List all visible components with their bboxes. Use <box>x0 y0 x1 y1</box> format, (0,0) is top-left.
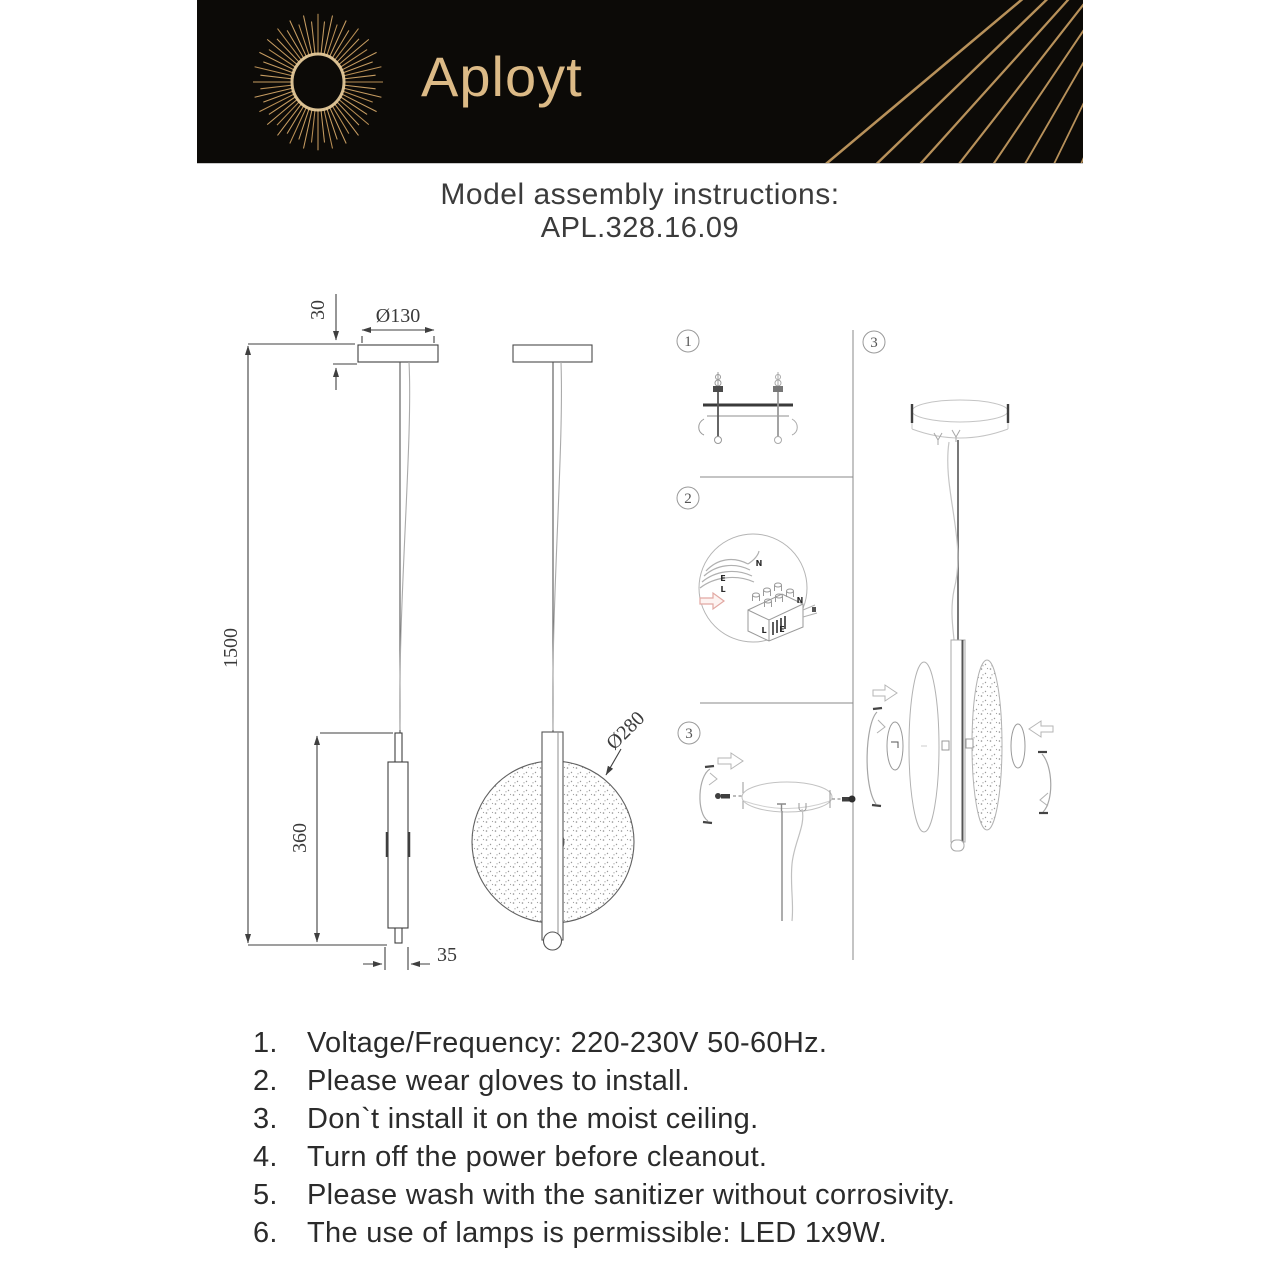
model-number: APL.328.16.09 <box>540 212 740 244</box>
label-1500: 1500 <box>220 628 242 668</box>
mount-screw-left <box>715 793 746 799</box>
instruction-item <box>253 1176 1073 1214</box>
technical-drawing <box>197 280 1083 975</box>
instruction-item <box>253 1138 1073 1176</box>
fixture-side-view <box>387 733 409 943</box>
step-badges <box>677 330 885 744</box>
screw-left <box>713 372 723 444</box>
instruction-list <box>253 1024 1073 1252</box>
right-arrow-icon <box>718 753 743 769</box>
dimension-360 <box>317 733 393 942</box>
hub-left <box>942 741 949 750</box>
hanging-cable <box>791 809 802 921</box>
instruction-item <box>253 1062 1073 1100</box>
rotate-arrow-left-icon <box>867 708 885 806</box>
sunburst-core <box>297 58 339 106</box>
wire-label-n-right: N <box>796 596 804 605</box>
instruction-item <box>253 1100 1073 1138</box>
brand-logo-text: Aployt <box>421 45 583 108</box>
label-35: 35 <box>437 944 457 966</box>
canopy-side-view <box>358 345 438 362</box>
item-number: 4. <box>253 1141 278 1173</box>
side-view-drawing <box>248 294 438 970</box>
instruction-item <box>253 1214 1073 1252</box>
wire-label-l-left: L <box>720 585 726 594</box>
step3-right-number: 3 <box>870 335 878 351</box>
item-text: Please wear gloves to install. <box>307 1065 690 1097</box>
gold-fan-rays-icon <box>737 0 1083 163</box>
wire-label-l-bottom: L <box>761 626 767 635</box>
item-number: 3. <box>253 1103 278 1135</box>
bottom-bulb <box>544 932 562 950</box>
pink-arrow-icon <box>700 593 724 609</box>
step3-canopy-diagram <box>700 753 856 921</box>
front-view-drawing <box>472 345 634 950</box>
dimension-130 <box>362 330 434 343</box>
rotate-arrow-icon <box>700 766 717 823</box>
power-cable <box>400 362 410 730</box>
item-number: 2. <box>253 1065 278 1097</box>
bar-end-cap <box>951 840 964 851</box>
item-number: 1. <box>253 1027 278 1059</box>
push-arrow-left-icon <box>873 685 897 701</box>
label-360: 360 <box>289 823 311 853</box>
canopy-ellipse <box>742 782 832 812</box>
mount-screw-right <box>832 796 856 803</box>
dimension-35 <box>363 947 430 970</box>
clip-left <box>934 433 942 445</box>
step1-bracket-diagram <box>699 372 798 444</box>
item-text: Turn off the power before cleanout. <box>307 1141 768 1173</box>
step3-assembly-diagram <box>867 400 1053 851</box>
hook-right <box>792 419 797 435</box>
cable-3d <box>948 442 958 640</box>
plain-disc <box>909 662 939 832</box>
item-text: Please wash with the sanitizer without corrosivity. <box>307 1179 956 1211</box>
label-30: 30 <box>307 300 329 320</box>
item-text: The use of lamps is permissible: LED 1x9W. <box>307 1217 887 1249</box>
step2-number: 2 <box>684 491 692 507</box>
rotate-arrow-right-icon <box>1038 752 1051 813</box>
item-text: Don`t install it on the moist ceiling. <box>307 1103 759 1135</box>
instruction-item <box>253 1024 1073 1062</box>
lock-ring-right <box>1011 724 1025 768</box>
wire-label-e-bottom: E <box>779 625 785 634</box>
step-dividers <box>700 330 853 960</box>
step1-number: 1 <box>684 334 692 350</box>
center-bar-front <box>542 732 563 940</box>
label-130: Ø130 <box>375 305 421 327</box>
canopy-3d <box>912 400 1008 438</box>
power-cable-front <box>553 362 562 730</box>
item-number: 5. <box>253 1179 278 1211</box>
canopy-front-view <box>513 345 592 362</box>
hook-left <box>699 419 704 435</box>
drawing-canvas <box>197 280 1083 970</box>
step3-number: 3 <box>685 726 693 742</box>
screw-right <box>773 372 783 444</box>
step2-wiring-diagram <box>699 534 817 642</box>
page-title: Model assembly instructions: <box>440 178 840 211</box>
dimension-30 <box>333 294 357 390</box>
wire-label-e-left: E <box>720 574 726 583</box>
wire-label-n-top: N <box>755 559 763 568</box>
speckled-disc-3d <box>972 660 1002 830</box>
hub-right <box>966 739 973 748</box>
lock-ring-left <box>887 722 903 770</box>
push-arrow-right-icon <box>1029 721 1053 737</box>
banner-decoration <box>197 0 1083 163</box>
label-280: Ø280 <box>602 707 650 755</box>
item-text: Voltage/Frequency: 220-230V 50-60Hz. <box>307 1027 828 1059</box>
item-number: 6. <box>253 1217 278 1249</box>
header-banner <box>197 0 1083 164</box>
